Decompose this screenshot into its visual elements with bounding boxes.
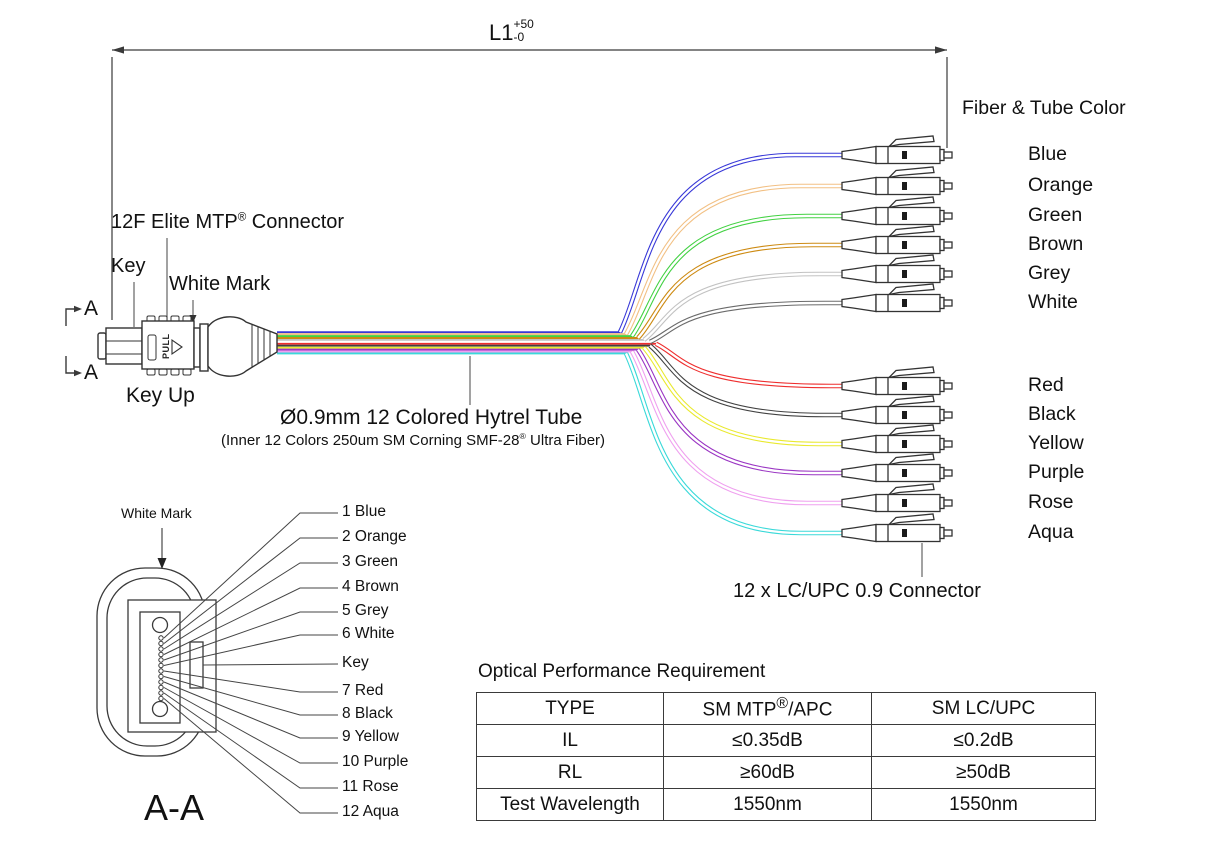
mtp-ferrule <box>106 328 142 364</box>
dimension-arrow-left <box>112 46 124 53</box>
section-letter-top: A <box>84 297 99 320</box>
fiber-name-grey: Grey <box>1028 262 1071 284</box>
aa-pin-label-6: 6 White <box>342 625 395 642</box>
lc-ferrule <box>944 183 952 189</box>
aa-pin-dot-5 <box>159 658 163 662</box>
lc-boot <box>842 465 876 482</box>
lc-connectors <box>842 136 952 542</box>
lc-latch <box>889 396 934 407</box>
lc-ferrule <box>944 242 952 248</box>
header-lc: SM LC/UPC <box>872 693 1096 725</box>
aa-pin-dot-1 <box>159 636 163 640</box>
lc-connector-rose <box>842 484 952 512</box>
lc-body <box>876 295 940 312</box>
section-letter-bottom: A <box>84 361 99 384</box>
lc-connector-grey <box>842 255 952 283</box>
aa-pin-label-8: 8 Black <box>342 705 393 722</box>
table-row <box>477 757 1096 789</box>
row-label: Test Wavelength <box>477 789 664 821</box>
lc-latch <box>889 367 934 378</box>
cell-value: ≥50dB <box>872 757 1096 789</box>
fiber-core-brown <box>638 245 848 338</box>
lc-latch <box>889 167 934 178</box>
lc-latch <box>889 255 934 266</box>
lc-hole <box>902 440 907 448</box>
lc-hole <box>902 270 907 278</box>
fiber-name-brown: Brown <box>1028 233 1084 255</box>
mtp-connector-label: 12F Elite MTP® Connector <box>111 210 345 233</box>
lc-hole <box>902 151 907 159</box>
aa-pin-label-3: 3 Green <box>342 553 399 570</box>
lc-connector-aqua <box>842 514 952 542</box>
aa-pin-label-10: 10 Purple <box>342 753 409 770</box>
fiber-name-white: White <box>1028 291 1078 313</box>
aa-section-view <box>97 528 216 756</box>
fiber-name-purple: Purple <box>1028 461 1085 483</box>
fiber-name-red: Red <box>1028 374 1064 396</box>
aa-pin-dot-9 <box>159 680 163 684</box>
lc-body <box>876 465 940 482</box>
aa-pin-dot-11 <box>159 691 163 695</box>
optical-performance-table <box>476 692 1096 821</box>
lc-body <box>876 378 940 395</box>
lc-boot <box>842 495 876 512</box>
mtp-pull-slot <box>148 335 156 360</box>
mtp-pull-text: PULL <box>161 333 171 359</box>
lc-ferrule <box>944 383 952 389</box>
mtp-collar <box>194 328 200 367</box>
lc-connector-green <box>842 197 952 225</box>
fiber-name-black: Black <box>1028 403 1076 425</box>
header-type: TYPE <box>477 693 664 725</box>
lc-hole <box>902 529 907 537</box>
lc-hole <box>902 382 907 390</box>
aa-key-label: Key <box>342 654 369 671</box>
tube-label: Ø0.9mm 12 Colored Hytrel Tube <box>280 406 583 429</box>
aa-pin-dot-10 <box>159 685 163 689</box>
aa-pin-dot-12 <box>159 696 163 700</box>
lc-boot <box>842 266 876 283</box>
lc-latch <box>889 197 934 208</box>
aa-pin-label-11: 11 Rose <box>342 778 399 795</box>
fiber-name-blue: Blue <box>1028 143 1068 165</box>
lc-ferrule <box>944 152 952 158</box>
lc-connector-label: 12 x LC/UPC 0.9 Connector <box>733 580 981 602</box>
lc-ferrule <box>944 530 952 536</box>
lc-hole <box>902 182 907 190</box>
lc-body <box>876 495 940 512</box>
aa-pin-label-5: 5 Grey <box>342 602 389 619</box>
fiber-path-yellow <box>644 348 848 444</box>
lc-latch <box>889 226 934 237</box>
lc-connector-white <box>842 284 952 312</box>
aa-pin-label-2: 2 Orange <box>342 528 407 545</box>
lc-body <box>876 407 940 424</box>
lc-body <box>876 237 940 254</box>
registered-mark: ® <box>237 210 247 224</box>
cell-value: 1550nm <box>872 789 1096 821</box>
aa-pin-dot-6 <box>159 663 163 667</box>
mtp-collar2 <box>200 324 208 371</box>
registered-mark: ® <box>776 695 789 713</box>
mtp-connector <box>98 316 277 376</box>
lc-ferrule <box>944 500 952 506</box>
lc-connector-orange <box>842 167 952 195</box>
cell-value: ≤0.35dB <box>664 725 872 757</box>
fiber-name-aqua: Aqua <box>1028 521 1074 543</box>
lc-body <box>876 436 940 453</box>
lc-connector-blue <box>842 136 952 164</box>
mtp-endcap <box>98 333 106 359</box>
lc-connector-purple <box>842 454 952 482</box>
aa-pin-label-12: 12 Aqua <box>342 803 399 820</box>
lc-boot <box>842 147 876 164</box>
aa-white-mark-label: White Mark <box>121 505 192 521</box>
lc-ferrule <box>944 412 952 418</box>
lc-connector-red <box>842 367 952 395</box>
aa-pin-dot-2 <box>159 641 163 645</box>
lc-boot <box>842 295 876 312</box>
aa-pin-label-7: 7 Red <box>342 682 384 699</box>
key-up-label: Key Up <box>126 384 195 407</box>
lc-body <box>876 178 940 195</box>
tube-sub-label: (Inner 12 Colors 250um SM Corning SMF-28® Ultra Fiber) <box>221 431 606 449</box>
lc-latch <box>889 284 934 295</box>
lc-boot <box>842 178 876 195</box>
section-markers <box>66 306 82 376</box>
lc-boot <box>842 407 876 424</box>
lc-connector-black <box>842 396 952 424</box>
lc-body <box>876 266 940 283</box>
fiber-tube-color-header: Fiber & Tube Color <box>962 97 1126 119</box>
mtp-boot <box>208 317 277 376</box>
dimension-tolerance: +50 -0 <box>513 17 534 44</box>
lc-latch <box>889 484 934 495</box>
cell-value: 1550nm <box>664 789 872 821</box>
aa-pin-dot-4 <box>159 652 163 656</box>
lc-hole <box>902 299 907 307</box>
row-label: IL <box>477 725 664 757</box>
lc-hole <box>902 469 907 477</box>
lc-boot <box>842 208 876 225</box>
table-title: Optical Performance Requirement <box>478 661 766 682</box>
fiber-path-white <box>650 303 848 342</box>
lc-hole <box>902 411 907 419</box>
lc-connector-yellow <box>842 425 952 453</box>
lc-latch <box>889 514 934 525</box>
lc-hole <box>902 212 907 220</box>
lc-body <box>876 525 940 542</box>
lc-ferrule <box>944 300 952 306</box>
lc-ferrule <box>944 271 952 277</box>
lc-body <box>876 147 940 164</box>
table-row <box>477 725 1096 757</box>
cell-value: ≤0.2dB <box>872 725 1096 757</box>
fiber-name-rose: Rose <box>1028 491 1074 513</box>
cell-value: ≥60dB <box>664 757 872 789</box>
table-header-row <box>477 693 1096 725</box>
aa-pin-label-4: 4 Brown <box>342 578 399 595</box>
aa-pin-dot-3 <box>159 647 163 651</box>
dimension-arrow-right <box>935 46 947 53</box>
lc-body <box>876 208 940 225</box>
lc-hole <box>902 241 907 249</box>
fiber-name-green: Green <box>1028 204 1083 226</box>
key-label: Key <box>111 255 146 277</box>
lc-boot <box>842 237 876 254</box>
fiber-core-orange <box>626 186 848 334</box>
aa-pin-dot-8 <box>159 674 163 678</box>
registered-mark: ® <box>519 431 526 441</box>
aa-pin-dot-7 <box>159 669 163 673</box>
lc-latch <box>889 454 934 465</box>
header-mtp: SM MTP®/APC <box>664 693 872 725</box>
lc-latch <box>889 136 934 147</box>
lc-connector-brown <box>842 226 952 254</box>
aa-key-leader <box>203 664 338 665</box>
lc-ferrule <box>944 470 952 476</box>
fiber-name-yellow: Yellow <box>1028 432 1084 454</box>
fiber-bundle <box>277 332 658 353</box>
fiber-name-orange: Orange <box>1028 174 1094 196</box>
lc-ferrule <box>944 213 952 219</box>
aa-pin-label-9: 9 Yellow <box>342 728 399 745</box>
table-row <box>477 789 1096 821</box>
lc-boot <box>842 378 876 395</box>
lc-hole <box>902 499 907 507</box>
lc-boot <box>842 525 876 542</box>
aa-section-title: A-A <box>144 787 205 828</box>
white-mark-label: White Mark <box>169 273 271 295</box>
dimension-label-main: L1 <box>489 20 514 45</box>
lc-ferrule <box>944 441 952 447</box>
aa-white-mark-arrow <box>158 558 167 569</box>
row-label: RL <box>477 757 664 789</box>
dimension-label <box>489 17 534 46</box>
aa-pin-label-1: 1 Blue <box>342 503 386 520</box>
lc-boot <box>842 436 876 453</box>
lc-latch <box>889 425 934 436</box>
